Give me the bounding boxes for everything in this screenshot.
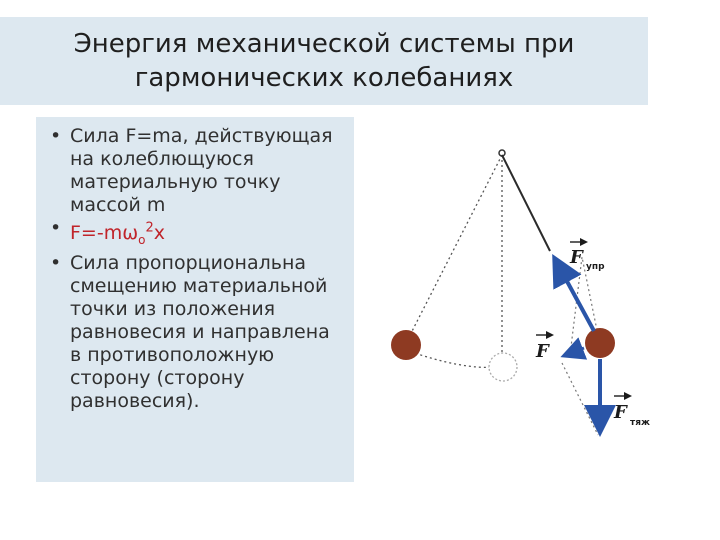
bullet-marker: •	[50, 252, 62, 275]
slide-title	[0, 17, 648, 105]
label-f-upr-sub: упр	[586, 262, 605, 272]
bullet-marker: •	[50, 125, 62, 147]
resultant-guide	[562, 363, 598, 435]
bullet-text: Сила F=ma, действующая на колеблющуюся материальную точку массой m	[70, 125, 333, 216]
pendulum-figure	[372, 145, 664, 445]
displaced-ball	[585, 328, 615, 358]
bullet-text: Сила пропорциональна смещению материальной точки из положения равновесия и направлена в противоположную сторону (сторону равновесия).	[70, 252, 330, 413]
bullet-marker: •	[50, 217, 62, 239]
pendulum-diagram	[372, 145, 664, 445]
title-line-2: гармонических колебаниях	[134, 63, 514, 93]
bullet-list	[36, 117, 354, 413]
title-line-1: Энергия механической системы при	[73, 29, 575, 59]
label-f: F	[536, 341, 549, 362]
net-force-arrow	[566, 348, 584, 355]
bullet-item-proportional	[50, 252, 346, 413]
label-f-upr: F	[570, 247, 583, 268]
bullet-panel	[36, 117, 354, 482]
left-ball	[391, 330, 421, 360]
equilibrium-ball	[489, 353, 517, 381]
left-thread	[406, 155, 502, 343]
label-f-tyazh-sub: тяж	[630, 418, 650, 428]
bullet-item-formula	[50, 217, 346, 252]
formula-superscript: 2	[145, 221, 154, 236]
bullet-item-force-definition	[50, 125, 346, 217]
label-f-tyazh: F	[614, 402, 627, 423]
swing-arc	[406, 350, 497, 367]
formula-subscript: o	[138, 233, 146, 248]
formula	[70, 221, 165, 248]
formula-prefix: F=-mω	[70, 222, 139, 245]
solid-thread	[502, 155, 550, 251]
formula-suffix: x	[153, 222, 165, 245]
